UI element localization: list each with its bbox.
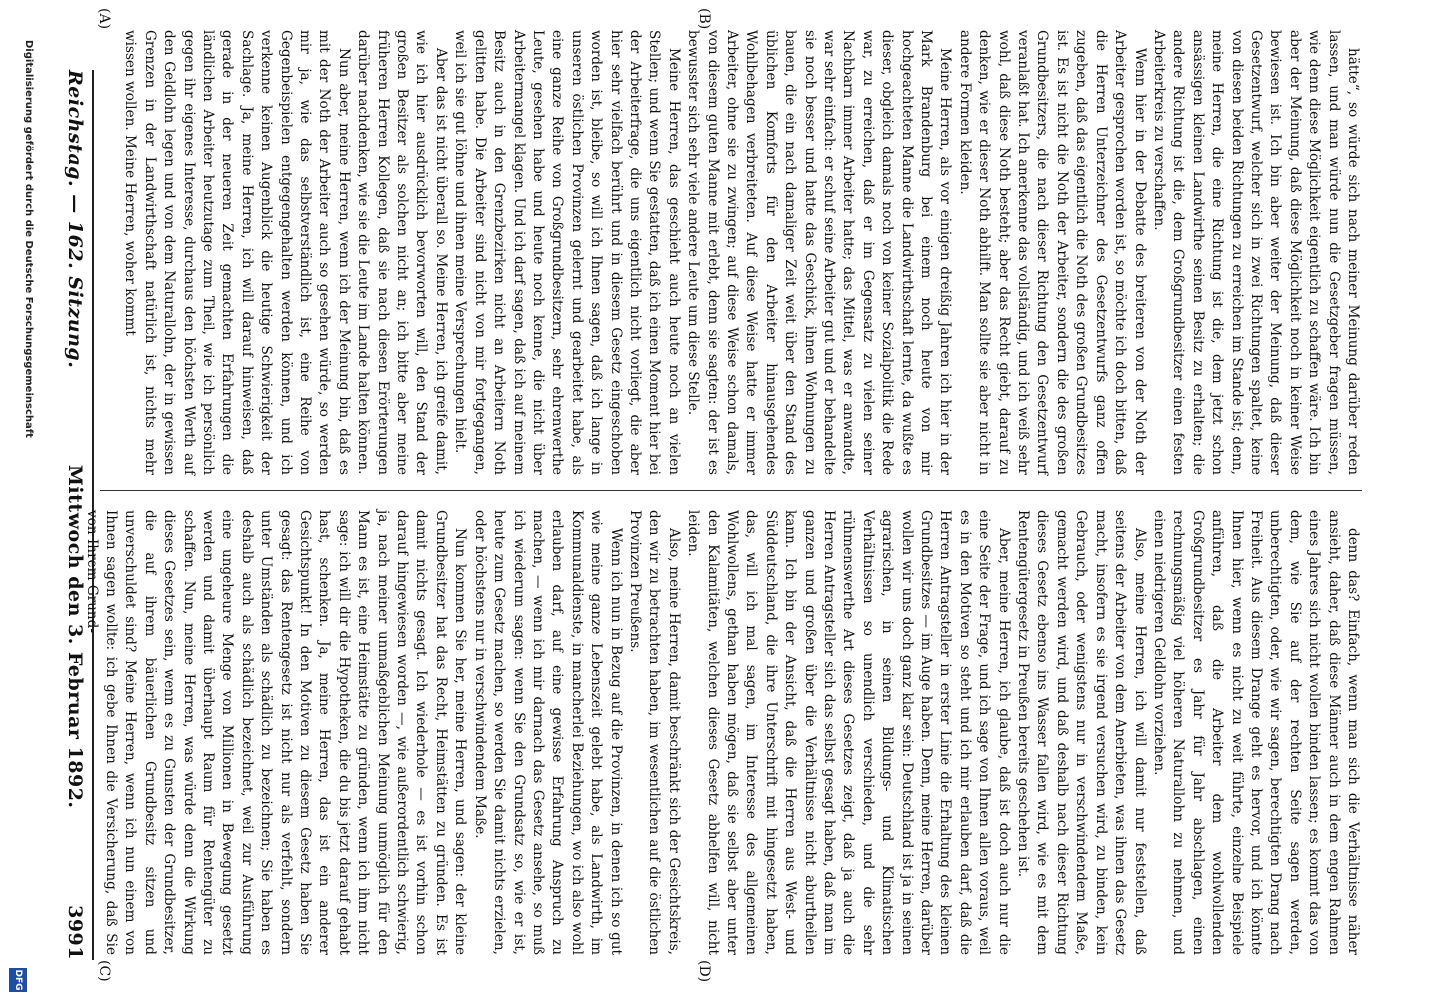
header-title: Reichstag.: [64, 70, 86, 188]
header-left: [64, 70, 86, 368]
paragraph: Aber, meine Herren, ich glaube, daß ist doch auch nur die eine Seite der Frage, und ich sage von Ihnen allen voraus, weil es in den Motiven so steht und ich mir erlauben darf, daß die Herren Antragsteller in erster Linie die Erhaltung des kleinen Grundbesitzes — im Auge haben. Denn, meine Herren, darüber wollen wir uns doch ganz klar sein: Deutschland ist ja in seinen agrarischen, in seinen Bildungs- und Klimatischen Verhältnissen so unendlich verschieden, und die sehr rühmenswerthe Art dieses Gesetzes zeigt, daß ja auch die Herren Antragsteller sich das selbst gesagt haben, daß man im ganzen und großen über die Verhältnisse nicht aburtheilen kann. Ich bin der Ansicht, daß die Herren aus West- und Süddeutschland, die ihre Unterschrift mit hingesetzt haben, das, will ich mal sagen, im Interesse des allgemeinen Wohlwollens, gethan haben mögen, daß sie selbst aber unter den Kalamitäten, welchen dieses Gesetz abhelfen will, nicht leiden.: [685, 510, 1012, 955]
column-right: [83, 510, 1362, 955]
paragraph: Wenn ich nun in Bezug auf die Provinzen, in denen ich so gut wie meine ganze Lebenszeit gelebt habe, als Landwirth, im Kommunaldienste, in mancherlei Beziehungen, wo ich also wohl erlauben darf, auf eine gewisse Erfahrung Anspruch zu machen, — wenn ich mir darnach das Gesetz ansehe, so muß ich wiederum sagen: wenn Sie den Grundsatz so, wie er ist, heute zum Gesetz machen, so werden Sie damit nichts erzielen, oder höchstens nur in verschwindendem Maße.: [471, 510, 624, 955]
paragraph: hätte“, so würde sich nach meiner Meinung darüber reden lassen, und man würde nun die Gesetzgeber fragen müssen, wie denn diese Möglichkeit eigentlich zu schaffen wäre. Ich bin aber der Meinung, daß diese Möglichkeit noch in keiner Weise bewiesen ist. Ich bin aber weiter der Meinung, daß dieser Gesetzentwurf, welcher sich in zwei Richtungen spaltet, keine von diesen beiden Richtungen zu erreichen im Stande ist; denn, meine Herren, die eine Richtung ist die, dem jetzt schon ansässigen kleinen Landwirthe seinen Besitz zu erhalten; die andere Richtung ist die, dem Großgrundbesitzer einen festen Arbeiterkreis zu verschaffen.: [1150, 30, 1361, 475]
header-session: — 162. Sitzung.: [64, 194, 86, 369]
marker-c: (C): [96, 960, 112, 982]
marker-a: (A): [96, 8, 112, 30]
paragraph: Also, meine Herren, damit beschränkt sich der Gesichtskreis, den wir zu betrachten haben, im wesentlichen auf die östlichen Provinzen Preußens.: [626, 510, 682, 955]
paragraph: Aber das ist nicht überall so. Meine Herren, ich greife damit, wie ich hier ausdrücklich bevorworten will, den Stand der großen Besitzer als solchen nicht an; ich bitte aber meine früheren Herren Kollegen, daß sie nach diesen Erörterungen darüber nachdenken, wie sie die Leute im Lande halten können.: [355, 30, 449, 475]
paragraph: Meine Herren, das geschieht auch heute noch an vielen Stellen; und wenn Sie gestatten, daß ich einen Moment hier bei der Arbeiterfrage, die uns eigentlich nicht vorliegt, die aber hier sehr vielfach berührt und in diesem Gesetz eingeschoben worden ist, bleibe, so will ich Ihnen sagen, daß ich lange in unseren östlichen Provinzen gelernt und gearbeitet habe, als eine ganze Reihe von Großgrundbesitzern, sehr ehrenwerthe Leute, gesehen habe und heute noch kenne, die nicht über Arbeitermangel klagen. Und ich darf sagen, daß ich auf meinem Besitz auch in den Grenzbezirken nicht an Arbeitern Noth gelitten habe. Die Arbeiter sind nicht von mir fortgegangen, weil ich sie gut löhne und ihnen meine Versprechungen hielt.: [452, 30, 682, 475]
paragraph: Nun aber, meine Herren, wenn ich der Meinung bin, daß es mit der Noth der Arbeiter auch so gesehen würde, so werden mir ja, wie das selbstverständlich ist, eine Reihe von Gegenbeispielen entgegengehalten werden können, und ich verkenne keinen Augenblick die heutige Schwierigkeit der Sachlage. Ja, meine Herren, ich will darauf hinweisen, daß gerade in der neueren Zeit gemachten Erfahrungen die ländlichen Arbeiter heutzutage zum Theil, wie ich persönlich gegen ihr eigenes Interesse, durchaus den höchsten Werth auf den Geldlohn legen und von dem Naturallohn, der in gewissen Grenzen in der Landwirthschaft natürlich ist, nichts mehr wissen wollen. Meine Herren, woher kommt: [122, 30, 352, 475]
marker-d: (D): [696, 960, 712, 983]
column-divider: [100, 490, 1362, 491]
paragraph: Wenn hier in der Debatte des breiteren von der Noth der Arbeiter gesprochen worden ist, so möchte ich doch bitten, daß die Herren Unterzeichner des Gesetzentwurfs ganz offen zugeben, daß das eigentlich die Noth des großen Grundbesitzes ist. Es ist nicht die Noth der Arbeiter, sondern die des großen Grundbesitzers, die nach dieser Richtung den Gesetzentwurf veranlaßt hat. Ich anerkenne das vollständig, und ich weiß sehr wohl, daß diese Noth besteht; aber das Recht giebt, darauf zu denken, wie er dieser Noth abhilft. Man sollte sie aber nicht in andere Formen kleiden.: [956, 30, 1148, 475]
dfg-logo: DFG: [9, 968, 27, 992]
header-date: Mittwoch den 3. Februar 1892.: [64, 464, 86, 809]
paragraph: Also, meine Herren, ich will damit nur feststellen, daß seitens der Arbeiter von dem Anerbieten, was ihnen das Gesetz macht, insofern es sie irgend versuchen wird, zu binden, kein Gebrauch, oder wenigstens nur in verschwindendem Maße, gemacht werden wird, und daß deshalb nach dieser Richtung dieses Gesetz ebenso ins Wasser fallen wird, wie es mit dem Rentengütergesetz in Preußen bereits geschehen ist.: [1015, 510, 1148, 955]
paragraph: Nun kommen Sie her, meine Herren, und sagen: der kleine Grundbesitzer hat das Recht, Heimstätten zu gründen. Es ist damit nichts gesagt. Ich wiederhole — es ist vorhin schon darauf hingewiesen worden —, wie außerordentlich schwierig, ja, nach meiner unmaßgeblichen Meinung unmöglich für den Mann es ist, eine Heimstätte zu gründen, wenn ich ihm nicht sage: ich will dir die Hypotheken, die du bis jetzt darauf gehabt hast, schenken. Ja, meine Herren, das ist ein anderer Gesichtspunkt! In den Motiven zu diesem Gesetz haben Sie gesagt: das Rentengesetz ist nicht nur als verfehlt, sondern unter Umständen als schädlich zu bezeichnen; Sie haben es deshalb auch als schädlich bezeichnet, weil zur Ausführung eine ungeheure Menge von Millionen in Bewegung gesetzt werden und damit überhaupt Raum für Rentengüter zu schaffen. Nun, meine Herren, was würde denn die Wirkung dieses Gesetzes sein, wenn es zu Gunsten der Grundbesitzer, die auf ihrem bäuerlichen Grundbesitz sitzen und unverschuldet sind? Meine Herren, wenn ich nun einem von Ihnen sagen wollte: ich gebe Ihnen die Versicherung, daß Sie von Ihrem Grund-: [83, 510, 469, 955]
paragraph: denn das? Einfach, wenn man sich die Verhältnisse näher ansieht, daher, daß diese Männer auch in dem engen Rahmen eines Jahres sich nicht wollen binden lassen; es kommt das von dem, wie Sie auf der rechten Seite sagen werden, unberechtigten, oder, wie wir sagen, berechtigten Drang nach Freiheit. Aus diesem Drange geht es hervor, und ich könnte Ihnen hier, wenn es nicht zu weit führte, einzelne Beispiele anführen, daß die Arbeiter dem wohlwollenden Großgrundbesitzer es Jahr für Jahr abschlagen, einen rechnungsmäßig viel höheren Naturallohn zu nehmen, und einen niedrigeren Geldlohn vorziehen.: [1150, 510, 1361, 955]
digitization-credit: Digitalisierung gefördert durch die Deutsche Forschungsgemeinschaft: [23, 40, 34, 438]
paragraph: Meine Herren, als vor einigen dreißig Jahren ich hier in der Mark Brandenburg bei einem noch heute von mir hochgeachteten Manne die Landwirthschaft lernte, da wußte es dieser, obgleich damals noch von keiner Sozialpolitik die Rede war, zu erreichen, daß er im Gegensatz zu vielen seiner Nachbarn immer Arbeiter hatte; das Mittel, was er anwandte, war sehr einfach: er schuf seine Arbeiter gut und er behandelte sie noch besser und hatte das Geschick, ihnen Wohnungen zu bauen, die ein nach damaliger Zeit weit über den Stand des üblichen Komforts für den Arbeiter hinausgehendes Wohlbehagen verbreiteten. Auf diese Weise hatte er immer Arbeiter, ohne sie zu zwingen; auf diese Weise schon damals, von diesem guten Manne mit erlebt, denn sie sagten: der ist es bewusster sich sehr viele andere Leute um diese Stelle.: [685, 30, 954, 475]
marker-b: (B): [696, 8, 712, 30]
column-left: [100, 30, 1362, 475]
page-number: 3991: [64, 905, 86, 960]
